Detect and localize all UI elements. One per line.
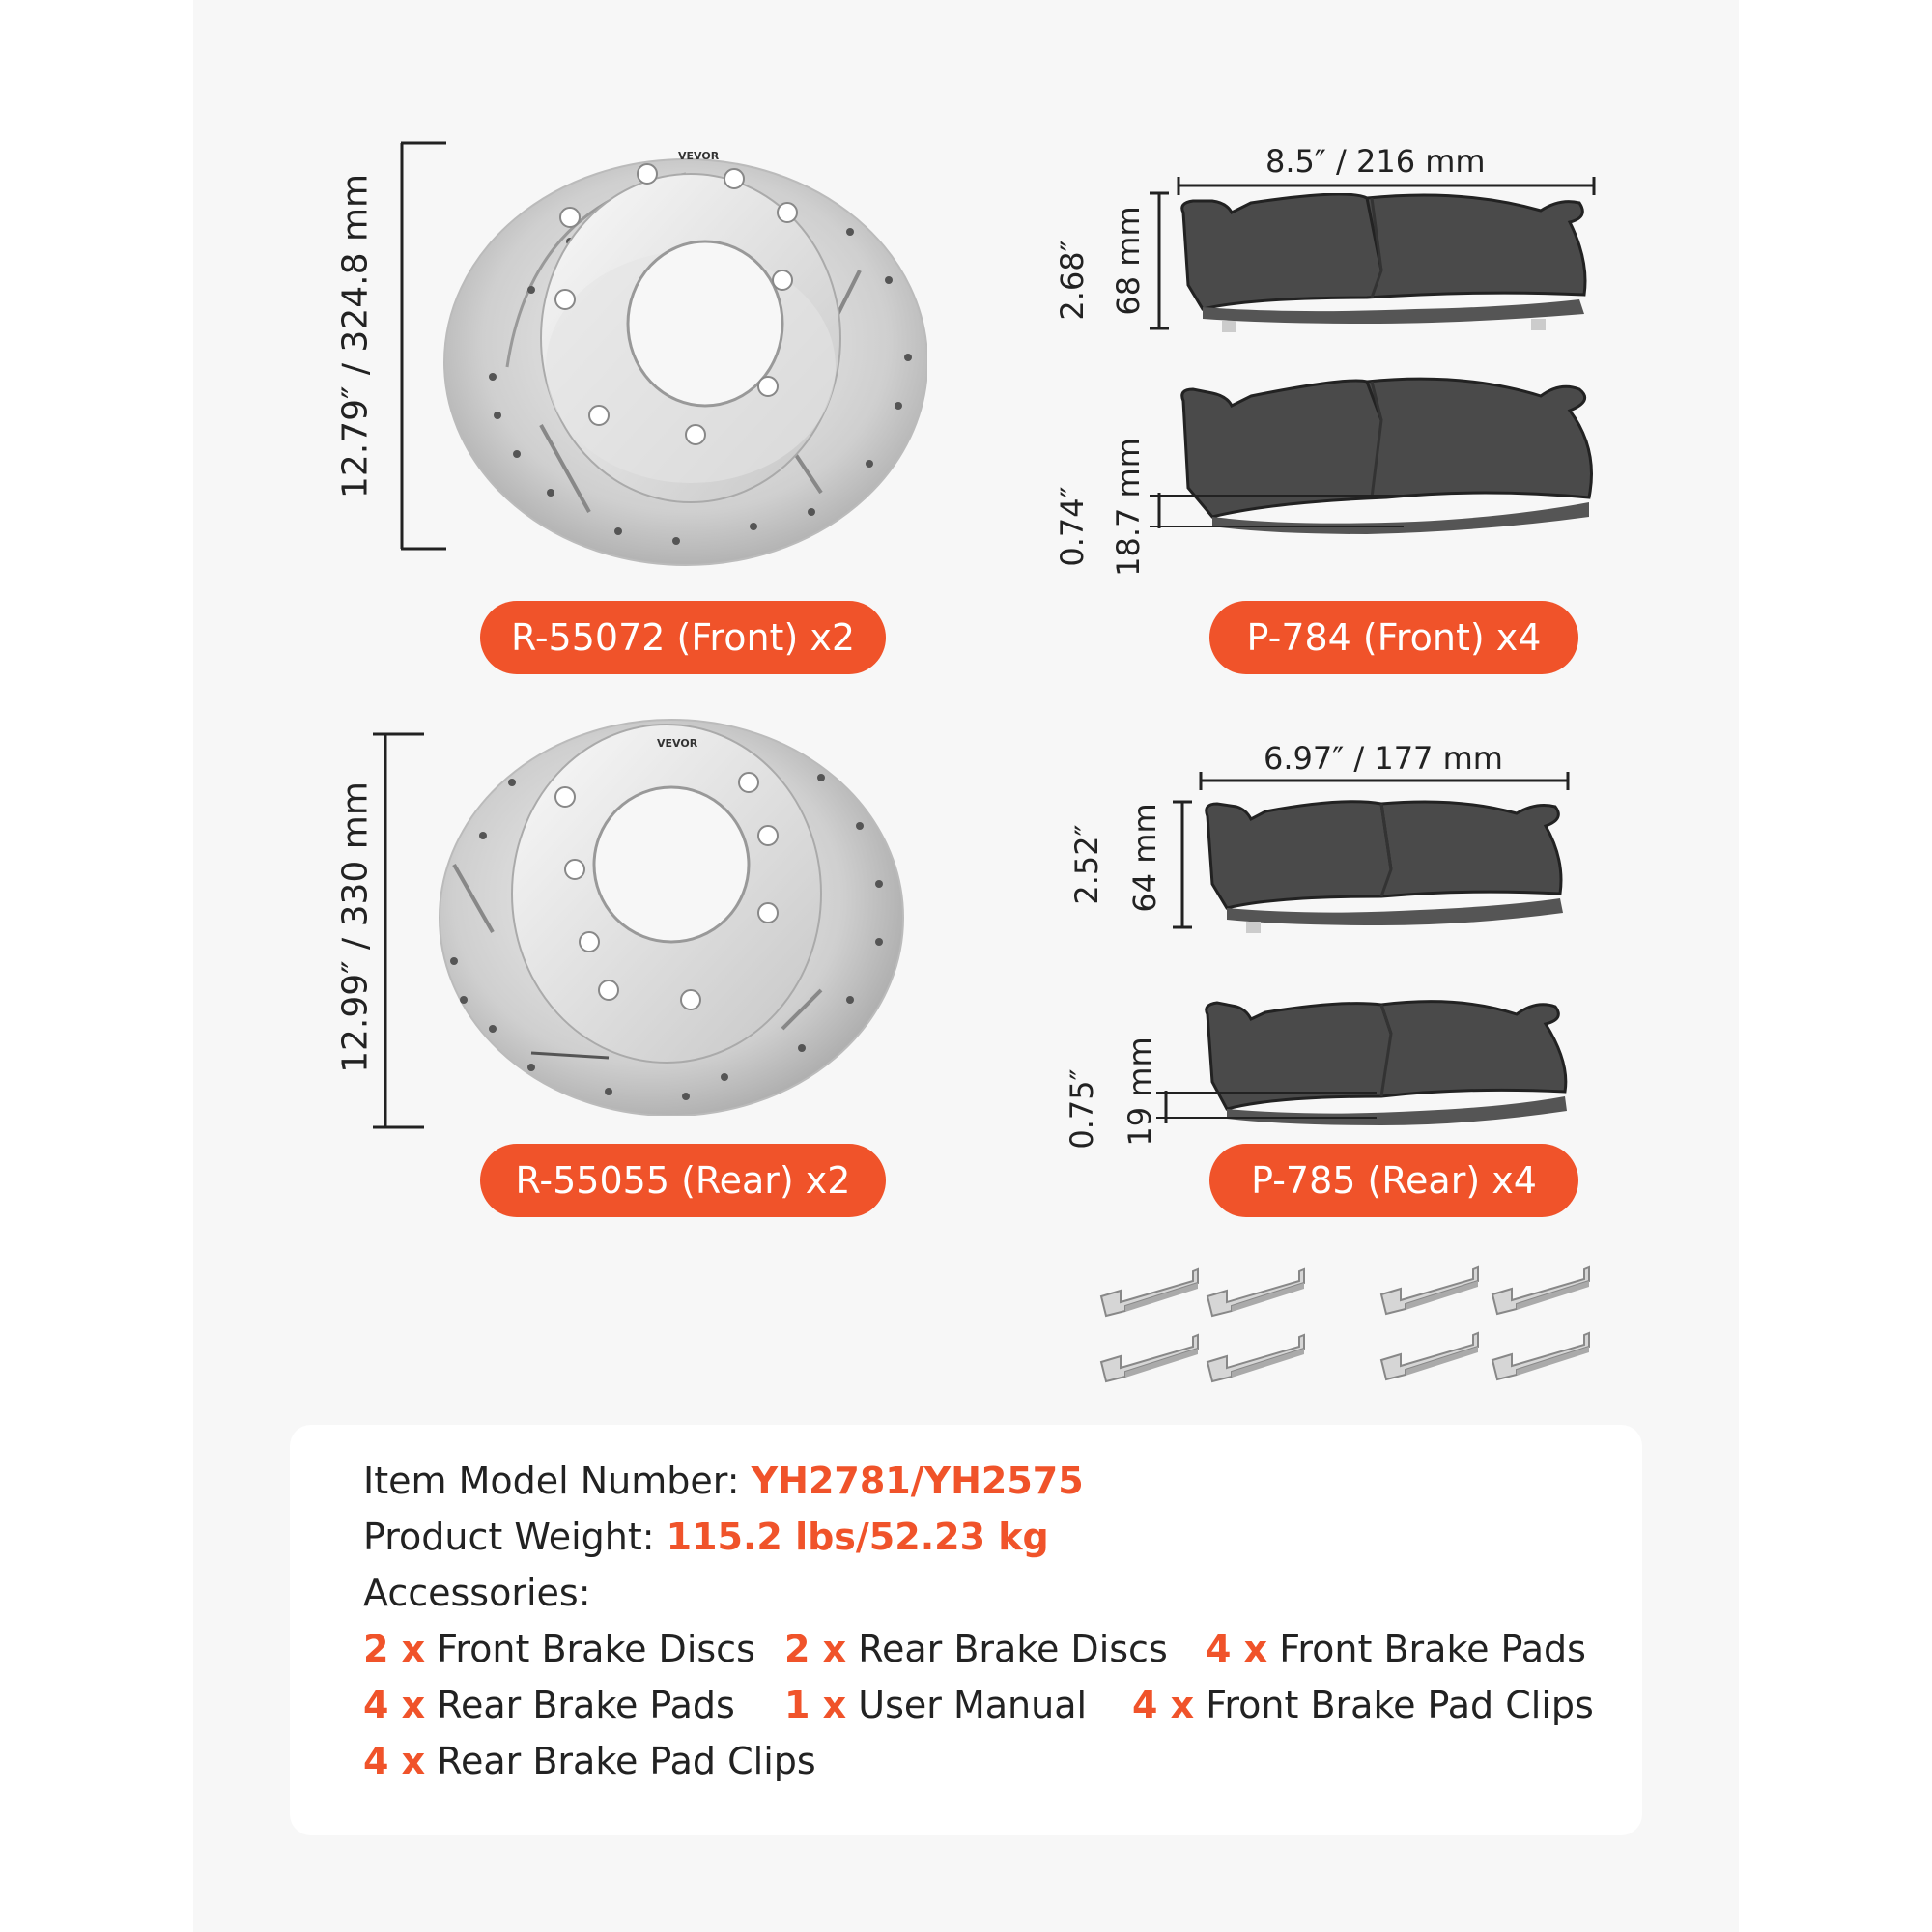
rear-brake-pad-top-image: [1198, 792, 1575, 937]
accessory-item: [1132, 1684, 1594, 1726]
product-weight-label: Product Weight:: [363, 1516, 655, 1558]
model-number-label: Item Model Number:: [363, 1460, 740, 1502]
accessory-item: [784, 1684, 1087, 1726]
front-disc-height-label: 12.79″ / 324.8 mm: [335, 173, 376, 499]
accessory-item: [363, 1684, 735, 1726]
rear-pad-thickness-mm-label: 19 mm: [1122, 1037, 1158, 1147]
brake-pad-clips-image: [1092, 1256, 1613, 1401]
accessory-name: Front Brake Discs: [437, 1628, 755, 1670]
front-pad-width-label: 8.5″ / 216 mm: [1265, 143, 1486, 180]
accessory-qty: 2 x: [784, 1628, 847, 1670]
accessory-qty: 4 x: [1206, 1628, 1268, 1670]
accessories-heading: Accessories:: [363, 1572, 591, 1614]
rear-pad-height-mm-label: 64 mm: [1126, 803, 1163, 913]
rear-pad-height-line: [1171, 797, 1200, 932]
rear-disc-height-label: 12.99″ / 330 mm: [335, 781, 376, 1073]
rear-brake-disc-image: [435, 710, 908, 1116]
front-disc-label-badge: R-55072 (Front) x2: [480, 601, 886, 674]
accessory-item: [784, 1628, 1168, 1670]
accessory-name: Rear Brake Pads: [437, 1684, 735, 1726]
rear-pad-label-badge: P-785 (Rear) x4: [1209, 1144, 1578, 1217]
front-pad-height-line: [1148, 188, 1177, 333]
rear-pad-thickness-in-label: 0.75″: [1064, 1068, 1100, 1150]
front-pad-height-mm-label: 68 mm: [1110, 206, 1147, 316]
rear-disc-label-badge: R-55055 (Rear) x2: [480, 1144, 886, 1217]
model-number-value: YH2781/YH2575: [751, 1460, 1084, 1502]
front-pad-thickness-mm-label: 18.7 mm: [1110, 438, 1147, 577]
product-weight-value: 115.2 lbs/52.23 kg: [666, 1516, 1049, 1558]
accessory-qty: 4 x: [363, 1740, 426, 1782]
accessory-qty: 2 x: [363, 1628, 426, 1670]
front-disc-brand-text: VEVOR: [678, 150, 720, 162]
rear-pad-thickness-line: [1154, 1087, 1381, 1130]
rear-pad-width-label: 6.97″ / 177 mm: [1264, 740, 1503, 777]
accessory-qty: 4 x: [1132, 1684, 1195, 1726]
front-pad-thickness-line: [1148, 488, 1408, 536]
accessory-qty: 1 x: [784, 1684, 847, 1726]
rear-pad-height-in-label: 2.52″: [1068, 824, 1105, 905]
accessory-item: [363, 1628, 755, 1670]
accessory-item: [363, 1740, 816, 1782]
product-weight-row: [363, 1516, 1049, 1558]
front-brake-pad-top-image: [1174, 193, 1599, 338]
accessory-name: Rear Brake Pad Clips: [437, 1740, 816, 1782]
product-info-card: [290, 1425, 1642, 1835]
front-pad-label-badge: P-784 (Front) x4: [1209, 601, 1578, 674]
front-pad-thickness-in-label: 0.74″: [1054, 486, 1091, 567]
accessory-qty: 4 x: [363, 1684, 426, 1726]
accessory-item: [1206, 1628, 1586, 1670]
front-brake-disc-image: [425, 145, 927, 570]
rear-disc-brand-text: VEVOR: [657, 737, 698, 750]
model-number-row: [363, 1460, 1084, 1502]
accessory-name: User Manual: [858, 1684, 1088, 1726]
accessory-name: Front Brake Pad Clips: [1206, 1684, 1594, 1726]
front-pad-height-in-label: 2.68″: [1054, 240, 1091, 321]
accessory-name: Rear Brake Discs: [858, 1628, 1168, 1670]
accessory-name: Front Brake Pads: [1279, 1628, 1586, 1670]
